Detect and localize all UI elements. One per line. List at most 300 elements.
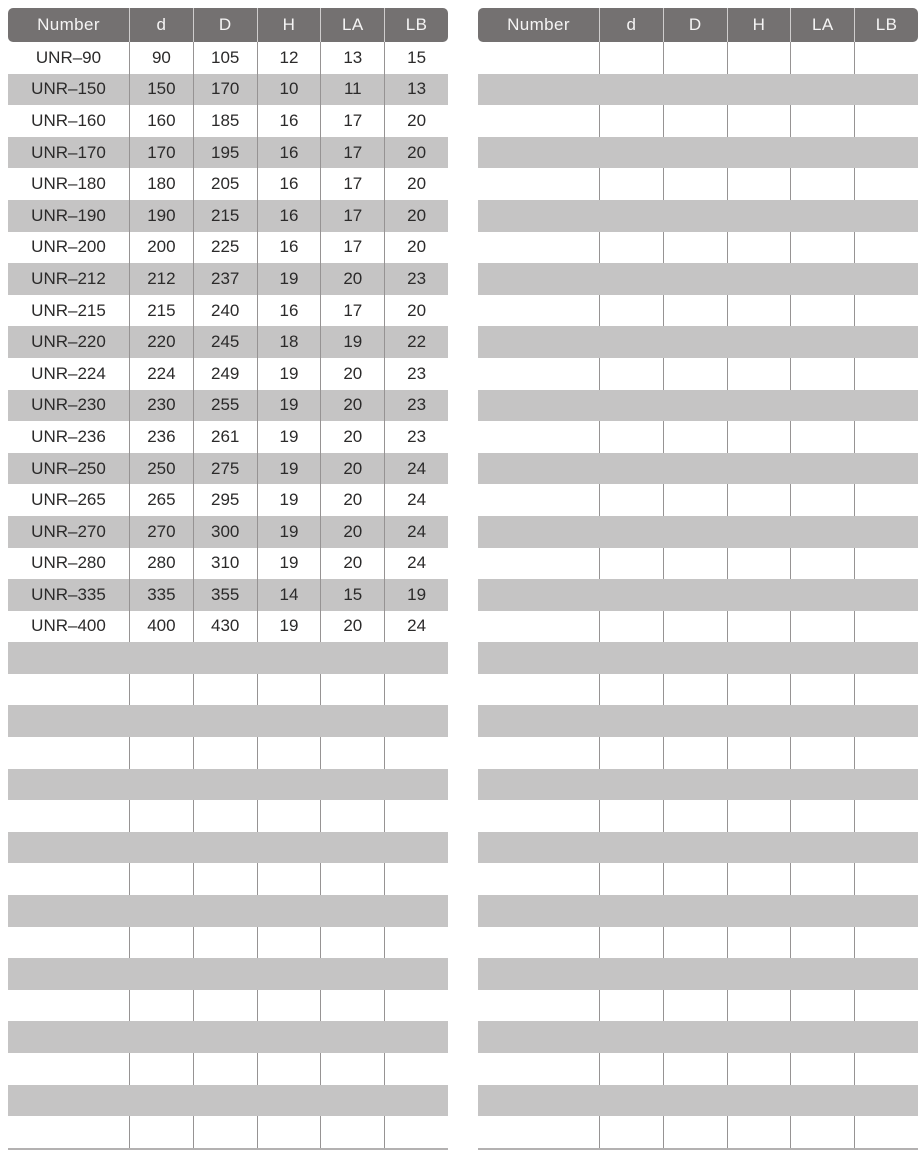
empty-row	[478, 484, 918, 516]
empty-cell	[193, 800, 257, 832]
empty-cell	[257, 737, 321, 769]
cell-d: 190	[129, 200, 193, 232]
empty-cell	[663, 358, 727, 390]
empty-cell	[599, 105, 663, 137]
cell-d: 224	[129, 358, 193, 390]
empty-cell	[727, 168, 791, 200]
empty-cell	[727, 548, 791, 580]
cell-number: UNR–150	[31, 79, 106, 99]
cell-lb: 24	[384, 453, 448, 485]
empty-cell	[8, 1053, 129, 1085]
empty-cell	[663, 484, 727, 516]
cell-la: 20	[320, 611, 384, 643]
cell-lb: 24	[384, 484, 448, 516]
empty-cell	[8, 990, 129, 1022]
empty-cell	[129, 1053, 193, 1085]
empty-cell	[384, 990, 448, 1022]
table-row	[8, 579, 448, 611]
cell-d: 275	[193, 453, 257, 485]
cell-lb: 23	[384, 421, 448, 453]
empty-row	[478, 769, 918, 801]
empty-cell	[599, 1116, 663, 1148]
left-spec-table	[8, 8, 448, 1150]
cell-la: 20	[320, 548, 384, 580]
empty-cell	[257, 927, 321, 959]
header-cell-lb: LB	[384, 8, 448, 42]
empty-row	[8, 642, 448, 674]
cell-d: 265	[129, 484, 193, 516]
table-row	[8, 168, 448, 200]
empty-cell	[129, 737, 193, 769]
empty-cell	[854, 295, 918, 327]
cell-la: 15	[320, 579, 384, 611]
header-cell-la: LA	[790, 8, 854, 42]
empty-row	[478, 358, 918, 390]
empty-cell	[854, 1116, 918, 1148]
empty-cell	[663, 295, 727, 327]
empty-cell	[478, 105, 599, 137]
cell-lb: 19	[384, 579, 448, 611]
empty-row	[478, 579, 918, 611]
cell-la: 19	[320, 326, 384, 358]
cell-d: 280	[129, 548, 193, 580]
empty-cell	[599, 42, 663, 74]
empty-cell	[663, 863, 727, 895]
empty-cell	[320, 927, 384, 959]
empty-row	[478, 390, 918, 422]
empty-cell	[727, 1116, 791, 1148]
empty-row	[478, 548, 918, 580]
empty-cell	[663, 990, 727, 1022]
empty-cell	[599, 737, 663, 769]
cell-d: 215	[193, 200, 257, 232]
header-cell-number: Number	[37, 15, 100, 34]
empty-row	[8, 1085, 448, 1117]
cell-lb: 15	[384, 42, 448, 74]
empty-cell	[663, 927, 727, 959]
empty-cell	[478, 674, 599, 706]
cell-d: 250	[129, 453, 193, 485]
cell-d: 205	[193, 168, 257, 200]
empty-row	[478, 958, 918, 990]
empty-cell	[478, 42, 599, 74]
cell-lb: 20	[384, 200, 448, 232]
cell-d: 90	[129, 42, 193, 74]
empty-cell	[663, 421, 727, 453]
cell-d: 236	[129, 421, 193, 453]
cell-h: 19	[257, 263, 321, 295]
empty-cell	[478, 800, 599, 832]
empty-cell	[727, 674, 791, 706]
cell-lb: 20	[384, 105, 448, 137]
empty-cell	[854, 1053, 918, 1085]
empty-cell	[478, 1116, 599, 1148]
cell-d: 249	[193, 358, 257, 390]
empty-cell	[790, 863, 854, 895]
cell-number: UNR–280	[31, 553, 106, 573]
empty-cell	[384, 800, 448, 832]
header-cell-lb: LB	[854, 8, 918, 42]
empty-row	[8, 895, 448, 927]
cell-h: 19	[257, 390, 321, 422]
cell-lb: 20	[384, 168, 448, 200]
empty-cell	[854, 548, 918, 580]
cell-d: 310	[193, 548, 257, 580]
cell-d: 215	[129, 295, 193, 327]
empty-row	[8, 1116, 448, 1148]
empty-cell	[727, 990, 791, 1022]
header-cell-d: D	[193, 8, 257, 42]
empty-cell	[478, 548, 599, 580]
empty-cell	[599, 484, 663, 516]
right-spec-table	[478, 8, 918, 1150]
cell-h: 16	[257, 200, 321, 232]
empty-cell	[790, 358, 854, 390]
empty-cell	[384, 927, 448, 959]
cell-lb: 20	[384, 295, 448, 327]
table-header-row	[8, 8, 448, 42]
cell-number: UNR–180	[31, 174, 106, 194]
table-row	[8, 295, 448, 327]
empty-cell	[129, 800, 193, 832]
empty-cell	[790, 737, 854, 769]
cell-d: 400	[129, 611, 193, 643]
empty-row	[478, 1053, 918, 1085]
cell-la: 17	[320, 105, 384, 137]
empty-cell	[478, 737, 599, 769]
empty-cell	[854, 927, 918, 959]
table-row	[8, 390, 448, 422]
empty-cell	[727, 484, 791, 516]
empty-cell	[727, 295, 791, 327]
empty-row	[8, 769, 448, 801]
table-row	[8, 232, 448, 264]
cell-d: 255	[193, 390, 257, 422]
empty-cell	[193, 990, 257, 1022]
table-row	[8, 137, 448, 169]
empty-row	[8, 1021, 448, 1053]
empty-cell	[384, 674, 448, 706]
empty-cell	[257, 1116, 321, 1148]
cell-number: UNR–270	[31, 521, 106, 541]
cell-d: 200	[129, 232, 193, 264]
cell-d: 430	[193, 611, 257, 643]
cell-d: 195	[193, 137, 257, 169]
cell-number: UNR–250	[31, 458, 106, 478]
empty-cell	[257, 800, 321, 832]
empty-cell	[790, 927, 854, 959]
empty-cell	[663, 737, 727, 769]
empty-cell	[478, 168, 599, 200]
cell-d: 237	[193, 263, 257, 295]
cell-h: 19	[257, 358, 321, 390]
empty-cell	[257, 674, 321, 706]
cell-d: 295	[193, 484, 257, 516]
empty-cell	[663, 232, 727, 264]
empty-cell	[790, 674, 854, 706]
table-row	[8, 105, 448, 137]
cell-lb: 24	[384, 516, 448, 548]
cell-number: UNR–265	[31, 490, 106, 510]
cell-d: 220	[129, 326, 193, 358]
empty-cell	[320, 1116, 384, 1148]
table-header-row	[478, 8, 918, 42]
cell-h: 19	[257, 484, 321, 516]
empty-cell	[599, 1053, 663, 1085]
cell-d: 170	[129, 137, 193, 169]
cell-la: 17	[320, 168, 384, 200]
cell-number: UNR–160	[31, 110, 106, 130]
empty-cell	[478, 990, 599, 1022]
empty-cell	[478, 863, 599, 895]
cell-d: 212	[129, 263, 193, 295]
empty-cell	[854, 105, 918, 137]
cell-d: 160	[129, 105, 193, 137]
cell-la: 11	[320, 74, 384, 106]
cell-la: 20	[320, 421, 384, 453]
empty-cell	[854, 674, 918, 706]
cell-la: 20	[320, 484, 384, 516]
cell-d: 230	[129, 390, 193, 422]
empty-cell	[790, 548, 854, 580]
empty-row	[478, 927, 918, 959]
empty-cell	[320, 737, 384, 769]
empty-cell	[478, 232, 599, 264]
header-cell-d: d	[129, 8, 193, 42]
empty-row	[478, 232, 918, 264]
empty-cell	[320, 863, 384, 895]
empty-row	[478, 800, 918, 832]
empty-cell	[727, 737, 791, 769]
empty-cell	[727, 358, 791, 390]
cell-d: 270	[129, 516, 193, 548]
empty-cell	[663, 1116, 727, 1148]
empty-row	[478, 74, 918, 106]
cell-h: 16	[257, 168, 321, 200]
empty-cell	[320, 1053, 384, 1085]
header-cell-number: Number	[507, 15, 570, 34]
empty-row	[8, 705, 448, 737]
cell-number: UNR–200	[31, 237, 106, 257]
empty-cell	[193, 927, 257, 959]
empty-cell	[727, 927, 791, 959]
cell-lb: 24	[384, 611, 448, 643]
cell-lb: 24	[384, 548, 448, 580]
empty-cell	[790, 168, 854, 200]
cell-h: 19	[257, 516, 321, 548]
empty-cell	[320, 674, 384, 706]
cell-h: 16	[257, 295, 321, 327]
empty-cell	[854, 484, 918, 516]
empty-cell	[663, 42, 727, 74]
empty-row	[478, 674, 918, 706]
empty-cell	[727, 611, 791, 643]
cell-la: 20	[320, 453, 384, 485]
table-row	[8, 358, 448, 390]
cell-d: 105	[193, 42, 257, 74]
empty-cell	[599, 800, 663, 832]
empty-cell	[599, 232, 663, 264]
empty-cell	[854, 990, 918, 1022]
empty-cell	[790, 1116, 854, 1148]
table-row	[8, 548, 448, 580]
cell-h: 19	[257, 611, 321, 643]
empty-row	[478, 168, 918, 200]
cell-lb: 23	[384, 263, 448, 295]
cell-d: 150	[129, 74, 193, 106]
empty-cell	[129, 1116, 193, 1148]
empty-cell	[384, 863, 448, 895]
empty-cell	[727, 421, 791, 453]
empty-cell	[790, 800, 854, 832]
table-row	[8, 453, 448, 485]
empty-cell	[854, 42, 918, 74]
empty-row	[478, 326, 918, 358]
empty-row	[8, 832, 448, 864]
empty-cell	[854, 800, 918, 832]
empty-row	[478, 895, 918, 927]
empty-cell	[854, 737, 918, 769]
empty-cell	[599, 674, 663, 706]
empty-cell	[599, 611, 663, 643]
empty-cell	[8, 737, 129, 769]
table-row	[8, 326, 448, 358]
cell-number: UNR–224	[31, 363, 106, 383]
empty-cell	[129, 863, 193, 895]
cell-d: 335	[129, 579, 193, 611]
cell-la: 20	[320, 358, 384, 390]
cell-la: 17	[320, 295, 384, 327]
empty-cell	[257, 863, 321, 895]
empty-row	[8, 958, 448, 990]
empty-cell	[129, 927, 193, 959]
empty-cell	[663, 548, 727, 580]
cell-h: 16	[257, 105, 321, 137]
cell-d: 225	[193, 232, 257, 264]
cell-d: 180	[129, 168, 193, 200]
table-body	[478, 42, 918, 1150]
cell-number: UNR–215	[31, 300, 106, 320]
header-cell-la: LA	[320, 8, 384, 42]
empty-row	[8, 1053, 448, 1085]
empty-row	[478, 737, 918, 769]
cell-number: UNR–170	[31, 142, 106, 162]
header-cell-d: d	[599, 8, 663, 42]
empty-cell	[599, 295, 663, 327]
empty-row	[478, 611, 918, 643]
empty-row	[478, 705, 918, 737]
cell-number: UNR–230	[31, 395, 106, 415]
empty-row	[478, 642, 918, 674]
cell-lb: 22	[384, 326, 448, 358]
header-cell-h: H	[257, 8, 321, 42]
empty-row	[8, 674, 448, 706]
cell-la: 13	[320, 42, 384, 74]
empty-cell	[257, 990, 321, 1022]
empty-cell	[727, 42, 791, 74]
empty-row	[478, 832, 918, 864]
empty-cell	[599, 990, 663, 1022]
table-row	[8, 263, 448, 295]
cell-h: 10	[257, 74, 321, 106]
header-cell-d: D	[663, 8, 727, 42]
cell-d: 185	[193, 105, 257, 137]
cell-number: UNR–400	[31, 616, 106, 636]
empty-cell	[599, 168, 663, 200]
empty-row	[8, 737, 448, 769]
empty-row	[478, 42, 918, 74]
cell-number: UNR–335	[31, 584, 106, 604]
empty-row	[478, 200, 918, 232]
cell-la: 20	[320, 516, 384, 548]
table-row	[8, 611, 448, 643]
header-cell-h: H	[727, 8, 791, 42]
empty-cell	[599, 421, 663, 453]
empty-cell	[320, 990, 384, 1022]
cell-d: 355	[193, 579, 257, 611]
cell-la: 20	[320, 390, 384, 422]
empty-cell	[854, 358, 918, 390]
table-row	[8, 42, 448, 74]
cell-h: 16	[257, 232, 321, 264]
table-row	[8, 421, 448, 453]
empty-cell	[193, 674, 257, 706]
empty-cell	[257, 1053, 321, 1085]
empty-cell	[854, 611, 918, 643]
empty-cell	[663, 168, 727, 200]
empty-cell	[790, 611, 854, 643]
cell-number: UNR–190	[31, 205, 106, 225]
cell-h: 19	[257, 548, 321, 580]
empty-cell	[129, 674, 193, 706]
empty-row	[478, 1116, 918, 1148]
empty-cell	[320, 800, 384, 832]
empty-cell	[478, 1053, 599, 1085]
empty-cell	[384, 1116, 448, 1148]
empty-row	[478, 516, 918, 548]
empty-cell	[8, 863, 129, 895]
cell-lb: 20	[384, 137, 448, 169]
empty-row	[8, 863, 448, 895]
empty-cell	[384, 737, 448, 769]
empty-row	[8, 927, 448, 959]
empty-cell	[478, 295, 599, 327]
empty-cell	[854, 863, 918, 895]
table-body	[8, 42, 448, 1150]
empty-cell	[478, 484, 599, 516]
empty-cell	[193, 1116, 257, 1148]
empty-cell	[727, 863, 791, 895]
empty-cell	[599, 863, 663, 895]
empty-cell	[790, 105, 854, 137]
empty-cell	[663, 674, 727, 706]
empty-row	[478, 1085, 918, 1117]
cell-lb: 13	[384, 74, 448, 106]
cell-d: 240	[193, 295, 257, 327]
empty-cell	[193, 1053, 257, 1085]
empty-row	[478, 105, 918, 137]
empty-cell	[790, 232, 854, 264]
cell-h: 19	[257, 453, 321, 485]
table-row	[8, 516, 448, 548]
cell-lb: 23	[384, 390, 448, 422]
empty-cell	[599, 548, 663, 580]
empty-row	[8, 990, 448, 1022]
empty-cell	[663, 800, 727, 832]
table-row	[8, 74, 448, 106]
cell-la: 17	[320, 232, 384, 264]
empty-cell	[727, 800, 791, 832]
